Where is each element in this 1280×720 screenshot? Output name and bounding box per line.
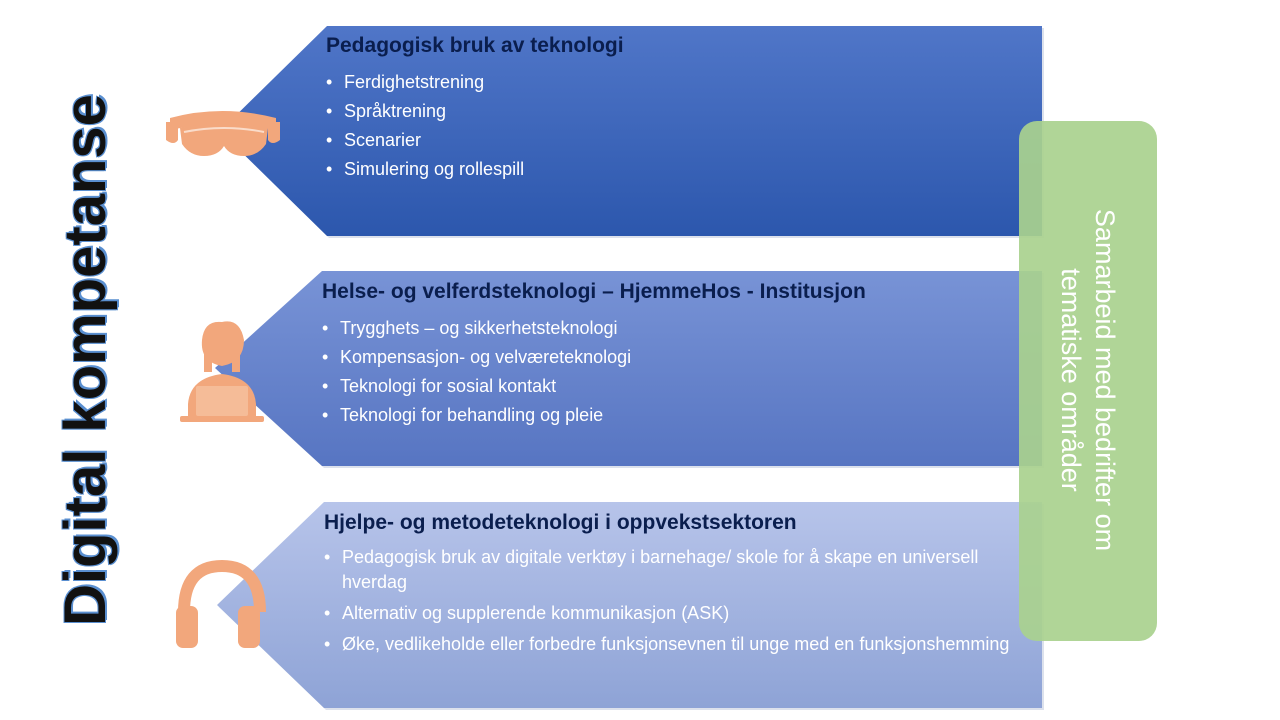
panel-title: Pedagogisk bruk av teknologi [326, 34, 624, 57]
panel-title: Helse- og velferdsteknologi – HjemmeHos - Institusjon [322, 280, 866, 303]
main-title: Digital kompetanse [52, 94, 118, 626]
headphones-icon [176, 566, 260, 648]
bullet-list [324, 545, 1024, 657]
list-item: • Ferdighetstrening [326, 68, 624, 97]
list-item: • Pedagogisk bruk av digitale verktøy i barnehage/ skole for å skape en universell hverdag [324, 545, 1024, 595]
collaboration-label [1033, 130, 1143, 630]
panel-pedagogisk-content [326, 34, 624, 184]
bullet-list [322, 314, 866, 430]
list-item: • Scenarier [326, 126, 624, 155]
list-item: • Kompensasjon- og velværeteknologi [322, 343, 866, 372]
list-item: • Teknologi for sosial kontakt [322, 372, 866, 401]
collaboration-label-line2: tematiske områder [1056, 268, 1086, 492]
panel-hjelpe-content [324, 511, 1024, 663]
panel-helse-content [322, 280, 866, 430]
list-item: • Trygghets – og sikkerhetsteknologi [322, 314, 866, 343]
list-item: • Alternativ og supplerende kommunikasjon (ASK) [324, 601, 1024, 626]
list-item: • Teknologi for behandling og pleie [322, 401, 866, 430]
list-item: • Øke, vedlikeholde eller forbedre funksjonsevnen til unge med en funksjonshemming [324, 632, 1024, 657]
list-item: • Simulering og rollespill [326, 155, 624, 184]
collaboration-label-line1: Samarbeid med bedrifter om [1090, 208, 1120, 552]
panel-title: Hjelpe- og metodeteknologi i oppvekstsektoren [324, 511, 797, 534]
list-item: • Språktrening [326, 97, 624, 126]
bullet-list [326, 68, 624, 184]
